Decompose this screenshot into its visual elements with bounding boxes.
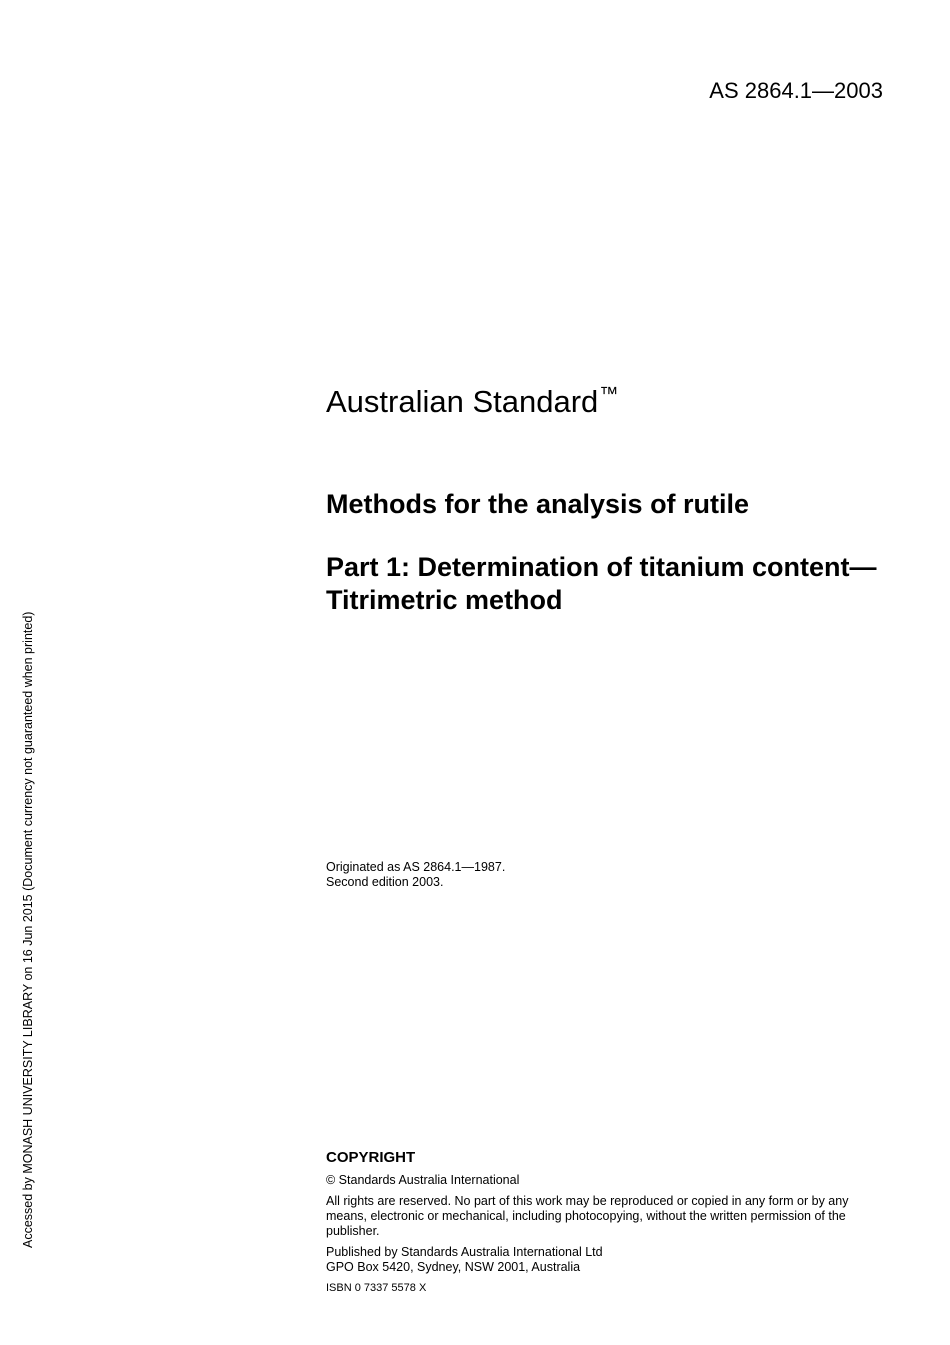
edition-info: [326, 860, 505, 890]
brand-name: Australian Standard: [326, 384, 599, 419]
originated-note: Originated as AS 2864.1—1987.: [326, 860, 506, 874]
publisher-name: Published by Standards Australia International Ltd: [326, 1245, 603, 1259]
copyright-section: [326, 1150, 886, 1296]
copyright-heading: COPYRIGHT: [326, 1149, 416, 1166]
trademark-symbol: ™: [599, 384, 619, 405]
isbn: ISBN 0 7337 5578 X: [326, 1282, 427, 1294]
part-title: Part 1: Determination of titanium content—Titrimetric method: [326, 552, 877, 615]
access-watermark: Accessed by MONASH UNIVERSITY LIBRARY on 16 Jun 2015 (Document currency not guaranteed when printed): [21, 611, 35, 1248]
edition-note: Second edition 2003.: [326, 875, 444, 889]
publisher-info: [326, 1245, 886, 1275]
copyright-owner: © Standards Australia International: [326, 1173, 520, 1187]
standard-brand: [326, 384, 618, 420]
publisher-address: GPO Box 5420, Sydney, NSW 2001, Australia: [326, 1260, 581, 1274]
document-title: Methods for the analysis of rutile: [326, 489, 750, 519]
document-number: AS 2864.1—2003: [709, 78, 883, 103]
rights-statement: All rights are reserved. No part of this work may be reproduced or copied in any form or by any means, electronic or mechanical, including photocopying, without the written permission of the publisher.: [326, 1194, 849, 1238]
